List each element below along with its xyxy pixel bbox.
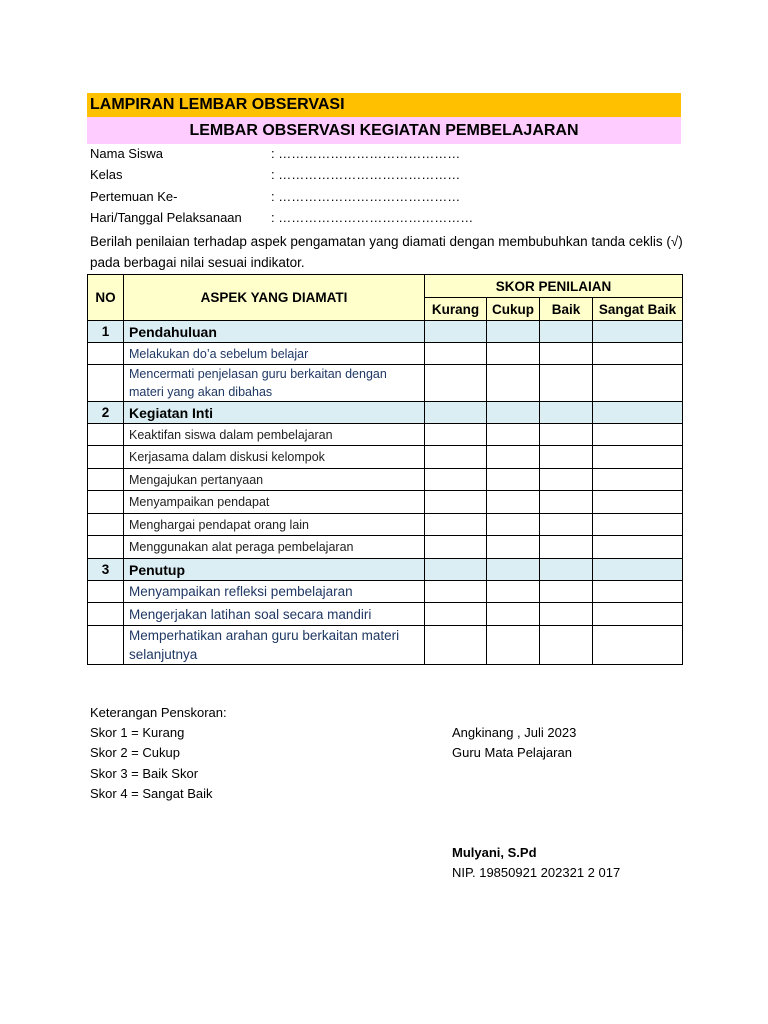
sheet-title: LEMBAR OBSERVASI KEGIATAN PEMBELAJARAN [87, 117, 681, 144]
score-cell[interactable] [540, 491, 593, 514]
table-row [88, 536, 683, 559]
score-cell[interactable] [425, 603, 487, 626]
aspect-item: Menyampaikan refleksi pembelajaran [124, 581, 425, 603]
score-cell[interactable] [487, 536, 540, 559]
score-cell[interactable] [540, 446, 593, 469]
aspect-item: Mencermati penjelasan guru berkaitan dengan materi yang akan dibahas [124, 365, 425, 402]
section-title: Pendahuluan [124, 321, 425, 343]
score-cell[interactable] [593, 603, 683, 626]
score-cell[interactable] [540, 514, 593, 536]
score-cell[interactable] [593, 469, 683, 491]
score-cell[interactable] [593, 626, 683, 665]
score-cell[interactable] [487, 424, 540, 446]
aspect-item: Mengajukan pertanyaan [124, 469, 425, 491]
score-cell[interactable] [425, 491, 487, 514]
field-value-nama: : …………………………………… [271, 146, 461, 161]
aspect-item: Mengerjakan latihan soal secara mandiri [124, 603, 425, 626]
score-cell[interactable] [540, 626, 593, 665]
scoring-title: Keterangan Penskoran: [90, 705, 227, 720]
signature-place-date: Angkinang , Juli 2023 [452, 725, 577, 740]
table-row [88, 581, 683, 603]
header-cukup: Cukup [487, 298, 540, 321]
score-cell[interactable] [487, 603, 540, 626]
field-label-pertemuan: Pertemuan Ke- [90, 189, 178, 204]
appendix-title: LAMPIRAN LEMBAR OBSERVASI [87, 93, 681, 117]
aspect-item: Kerjasama dalam diskusi kelompok [124, 446, 425, 469]
score-cell[interactable] [425, 446, 487, 469]
header-baik: Baik [540, 298, 593, 321]
aspect-item: Menyampaikan pendapat [124, 491, 425, 514]
score-cell[interactable] [540, 343, 593, 365]
score-cell[interactable] [425, 424, 487, 446]
aspect-item: Melakukan do’a sebelum belajar [124, 343, 425, 365]
score-cell[interactable] [593, 514, 683, 536]
no-cell [88, 626, 124, 665]
no-cell [88, 491, 124, 514]
score-cell[interactable] [425, 626, 487, 665]
table-row [88, 514, 683, 536]
table-row [88, 491, 683, 514]
score-cell[interactable] [593, 365, 683, 402]
score-cell[interactable] [425, 402, 487, 424]
score-cell[interactable] [425, 559, 487, 581]
field-value-kelas: : …………………………………… [271, 167, 461, 182]
scoring-line: Skor 4 = Sangat Baik [90, 786, 213, 801]
field-value-tanggal: : ……………………………………… [271, 210, 474, 225]
score-cell[interactable] [487, 514, 540, 536]
signature-role: Guru Mata Pelajaran [452, 745, 572, 760]
aspect-item: Menggunakan alat peraga pembelajaran [124, 536, 425, 559]
score-cell[interactable] [487, 469, 540, 491]
field-label-kelas: Kelas [90, 167, 123, 182]
score-cell[interactable] [425, 321, 487, 343]
observation-table [87, 274, 683, 665]
aspect-item: Keaktifan siswa dalam pembelajaran [124, 424, 425, 446]
section-no: 3 [88, 559, 124, 581]
section-row [88, 321, 683, 343]
header-score: SKOR PENILAIAN [425, 275, 683, 298]
score-cell[interactable] [425, 343, 487, 365]
score-cell[interactable] [425, 469, 487, 491]
no-cell [88, 536, 124, 559]
instruction-text: Berilah penilaian terhadap aspek pengamatan yang diamati dengan membubuhkan tanda ceklis (√) pada berbagai nilai sesuai indikator. [90, 234, 683, 270]
score-cell[interactable] [425, 581, 487, 603]
score-cell[interactable] [593, 402, 683, 424]
table-row [88, 469, 683, 491]
section-title: Penutup [124, 559, 425, 581]
score-cell[interactable] [593, 424, 683, 446]
section-no: 1 [88, 321, 124, 343]
score-cell[interactable] [593, 581, 683, 603]
score-cell[interactable] [487, 559, 540, 581]
score-cell[interactable] [593, 321, 683, 343]
no-cell [88, 343, 124, 365]
score-cell[interactable] [540, 402, 593, 424]
scoring-line: Skor 1 = Kurang [90, 725, 185, 740]
section-row [88, 402, 683, 424]
no-cell [88, 469, 124, 491]
section-no: 2 [88, 402, 124, 424]
score-cell[interactable] [425, 514, 487, 536]
score-cell[interactable] [593, 343, 683, 365]
field-value-pertemuan: : …………………………………… [271, 189, 461, 204]
header-no: NO [88, 275, 124, 321]
field-label-nama: Nama Siswa [90, 146, 163, 161]
section-title: Kegiatan Inti [124, 402, 425, 424]
score-cell[interactable] [487, 321, 540, 343]
table-row [88, 365, 683, 402]
header-sangat-baik: Sangat Baik [593, 298, 683, 321]
header-aspect: ASPEK YANG DIAMATI [124, 275, 425, 321]
score-cell[interactable] [540, 559, 593, 581]
scoring-line: Skor 3 = Baik Skor [90, 766, 199, 781]
score-cell[interactable] [540, 424, 593, 446]
score-cell[interactable] [593, 559, 683, 581]
score-cell[interactable] [487, 581, 540, 603]
signature-nip: NIP. 19850921 202321 2 017 [452, 865, 621, 880]
aspect-item: Menghargai pendapat orang lain [124, 514, 425, 536]
score-cell[interactable] [540, 603, 593, 626]
score-cell[interactable] [425, 365, 487, 402]
table-row [88, 626, 683, 665]
score-cell[interactable] [540, 321, 593, 343]
table-row [88, 603, 683, 626]
score-cell[interactable] [425, 536, 487, 559]
no-cell [88, 446, 124, 469]
score-cell[interactable] [540, 536, 593, 559]
score-cell[interactable] [540, 581, 593, 603]
table-row [88, 446, 683, 469]
no-cell [88, 514, 124, 536]
signature-name: Mulyani, S.Pd [452, 845, 537, 860]
score-cell[interactable] [487, 402, 540, 424]
field-label-tanggal: Hari/Tanggal Pelaksanaan [90, 210, 242, 225]
table-row [88, 424, 683, 446]
no-cell [88, 603, 124, 626]
no-cell [88, 424, 124, 446]
no-cell [88, 365, 124, 402]
score-cell[interactable] [487, 626, 540, 665]
score-cell[interactable] [593, 446, 683, 469]
score-cell[interactable] [487, 491, 540, 514]
table-row [88, 343, 683, 365]
score-cell[interactable] [540, 365, 593, 402]
header-kurang: Kurang [425, 298, 487, 321]
score-cell[interactable] [593, 491, 683, 514]
score-cell[interactable] [487, 365, 540, 402]
score-cell[interactable] [487, 446, 540, 469]
score-cell[interactable] [540, 469, 593, 491]
score-cell[interactable] [593, 536, 683, 559]
section-row [88, 559, 683, 581]
score-cell[interactable] [487, 343, 540, 365]
scoring-line: Skor 2 = Cukup [90, 745, 180, 760]
no-cell [88, 581, 124, 603]
aspect-item: Memperhatikan arahan guru berkaitan materi selanjutnya [124, 626, 425, 665]
